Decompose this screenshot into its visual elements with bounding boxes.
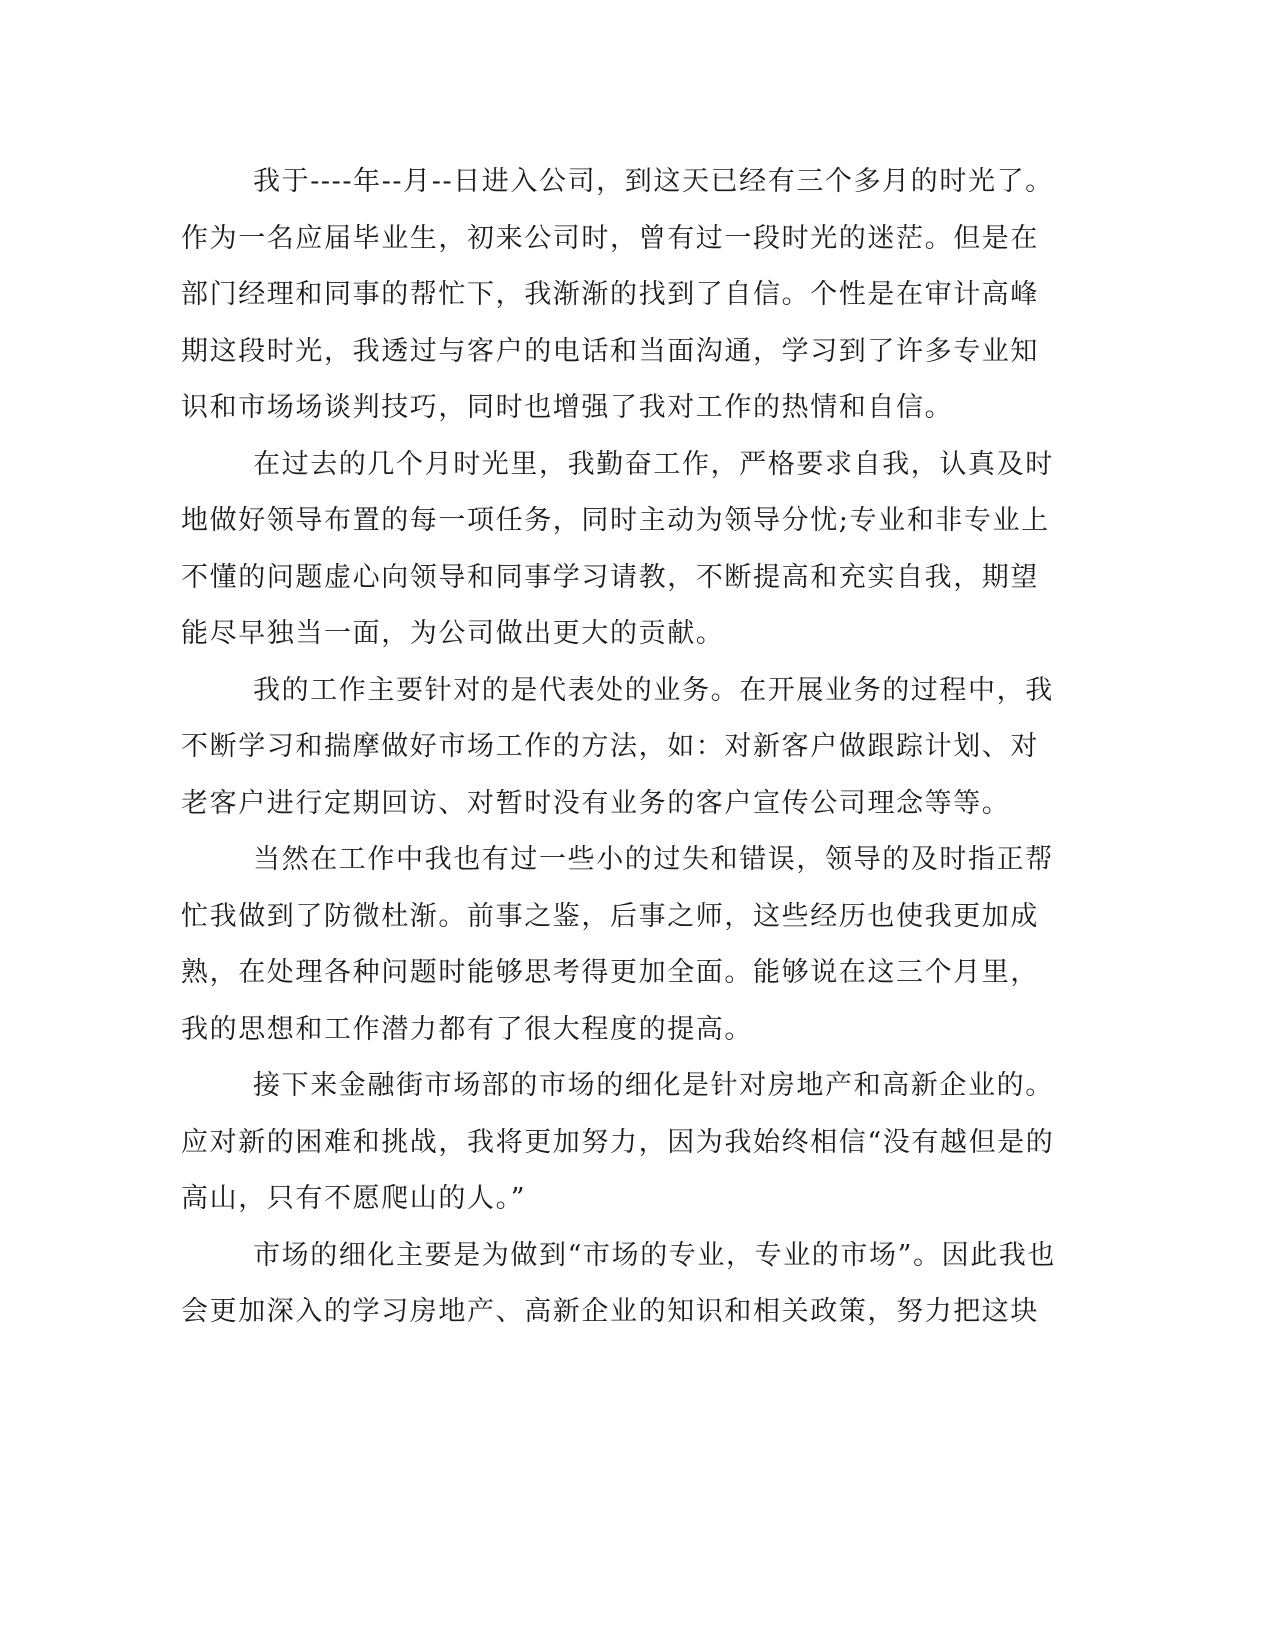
paragraph-1 [181, 154, 1054, 437]
text-line: 识和市场场谈判技巧，同时也增强了我对工作的热情和自信。 [181, 392, 954, 423]
text-line: 高山，只有不愿爬山的人。” [181, 1183, 527, 1214]
text-line: 不断学习和揣摩做好市场工作的方法，如：对新客户做跟踪计划、对 [181, 731, 1039, 762]
text-line: 会更加深入的学习房地产、高新企业的知识和相关政策，努力把这块 [181, 1296, 1039, 1327]
paragraph-3 [181, 663, 1054, 833]
text-line: 市场的细化主要是为做到“市场的专业，专业的市场”。因此我也 [253, 1239, 1057, 1271]
text-line: 我于----年--月--日进入公司，到这天已经有三个多月的时光了。 [253, 166, 1054, 197]
text-line: 应对新的困难和挑战，我将更加努力，因为我始终相信“没有越但是的 [181, 1126, 1055, 1158]
paragraph-5 [181, 1058, 1055, 1228]
text-line: 部门经理和同事的帮忙下，我渐渐的找到了自信。个性是在审计高峰 [181, 279, 1039, 310]
text-line: 地做好领导布置的每一项任务，同时主动为领导分忧;专业和非专业上 [181, 505, 1050, 536]
text-line: 不懂的问题虚心向领导和同事学习请教，不断提高和充实自我，期望 [181, 561, 1039, 593]
text-line: 老客户进行定期回访、对暂时没有业务的客户宣传公司理念等等。 [181, 787, 1011, 819]
text-line: 期这段时光，我透过与客户的电话和当面沟通，学习到了许多专业知 [181, 335, 1039, 367]
paragraph-6 [181, 1228, 1057, 1341]
text-line: 忙我做到了防微杜渐。前事之鉴，后事之师，这些经历也使我更加成 [181, 900, 1039, 932]
paragraph-2 [181, 437, 1054, 663]
text-line: 能尽早独当一面，为公司做出更大的贡献。 [181, 618, 725, 649]
text-line: 作为一名应届毕业生，初来公司时，曾有过一段时光的迷茫。但是在 [181, 222, 1039, 254]
text-line: 接下来金融街市场部的市场的细化是针对房地产和高新企业的。 [253, 1070, 1054, 1101]
text-line: 熟，在处理各种问题时能够思考得更加全面。能够说在这三个月里， [181, 957, 1039, 988]
paragraph-4 [181, 832, 1054, 1058]
text-line: 当然在工作中我也有过一些小的过失和错误，领导的及时指正帮 [253, 844, 1054, 875]
document-body [181, 154, 1057, 1341]
text-line: 我的工作主要针对的是代表处的业务。在开展业务的过程中，我 [253, 674, 1054, 706]
text-line: 在过去的几个月时光里，我勤奋工作，严格要求自我，认真及时 [253, 448, 1054, 480]
text-line: 我的思想和工作潜力都有了很大程度的提高。 [181, 1013, 753, 1045]
